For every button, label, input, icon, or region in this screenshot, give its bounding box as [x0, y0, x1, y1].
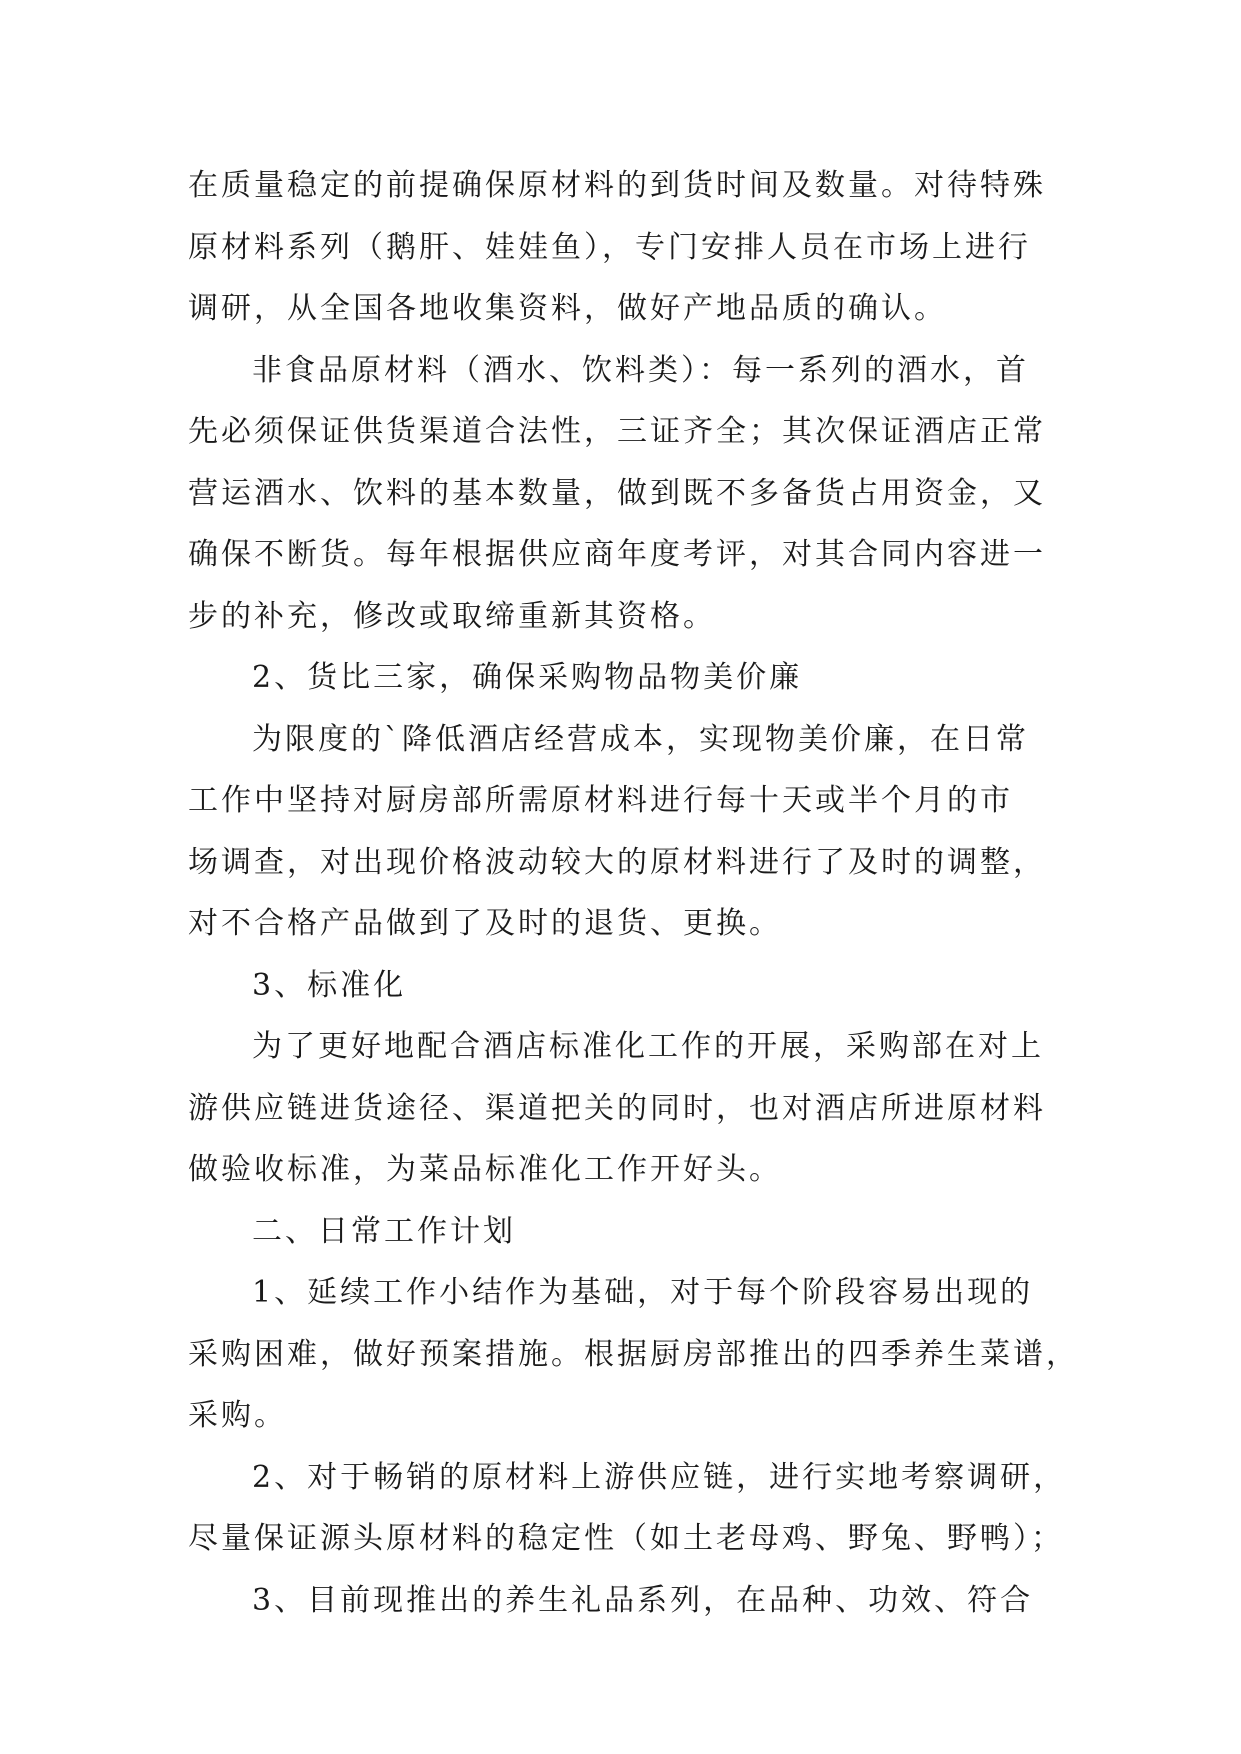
- text-line: 工作中坚持对厨房部所需原材料进行每十天或半个月的市: [188, 783, 1013, 818]
- text-line: 对不合格产品做到了及时的退货、更换。: [188, 906, 782, 941]
- text-line: 先必须保证供货渠道合法性，三证齐全；其次保证酒店正常: [188, 414, 1046, 449]
- text-line: 为限度的`降低酒店经营成本，实现物美价廉，在日常: [252, 721, 1029, 757]
- document-body: [188, 155, 1079, 1631]
- text-line: 营运酒水、饮料的基本数量，做到既不多备货占用资金，又: [188, 475, 1046, 511]
- text-line: 原材料系列（鹅肝、娃娃鱼），专门安排人员在市场上进行: [188, 229, 1031, 265]
- text-line: 采购。: [188, 1398, 287, 1433]
- text-line: 1、延续工作小结作为基础，对于每个阶段容易出现的: [252, 1275, 1034, 1310]
- text-line: 尽量保证源头原材料的稳定性（如土老母鸡、野兔、野鸭）；: [188, 1521, 1064, 1556]
- text-line: 3、标准化: [252, 967, 407, 1003]
- text-line: 做验收标准，为菜品标准化工作开好头。: [188, 1152, 782, 1187]
- text-line: 场调查，对出现价格波动较大的原材料进行了及时的调整，: [188, 844, 1046, 880]
- text-line: 为了更好地配合酒店标准化工作的开展，采购部在对上: [252, 1029, 1044, 1064]
- text-line: 非食品原材料（酒水、饮料类）：每一系列的酒水，首: [252, 352, 1029, 388]
- text-line: 3、目前现推出的养生礼品系列，在品种、功效、符合: [252, 1582, 1034, 1618]
- text-line: 在质量稳定的前提确保原材料的到货时间及数量。对待特殊: [188, 168, 1046, 203]
- text-line: 采购困难，做好预案措施。根据厨房部推出的四季养生菜谱，: [188, 1336, 1079, 1372]
- text-line: 2、对于畅销的原材料上游供应链，进行实地考察调研，: [252, 1459, 1067, 1495]
- text-line: 二、日常工作计划: [252, 1213, 516, 1249]
- text-line: 2、货比三家，确保采购物品物美价廉: [252, 660, 803, 695]
- text-line: 调研，从全国各地收集资料，做好产地品质的确认。: [188, 291, 947, 326]
- text-line: 游供应链进货途径、渠道把关的同时，也对酒店所进原材料: [188, 1090, 1046, 1126]
- text-line: 确保不断货。每年根据供应商年度考评，对其合同内容进一: [188, 537, 1046, 572]
- text-line: 步的补充，修改或取缔重新其资格。: [188, 598, 716, 634]
